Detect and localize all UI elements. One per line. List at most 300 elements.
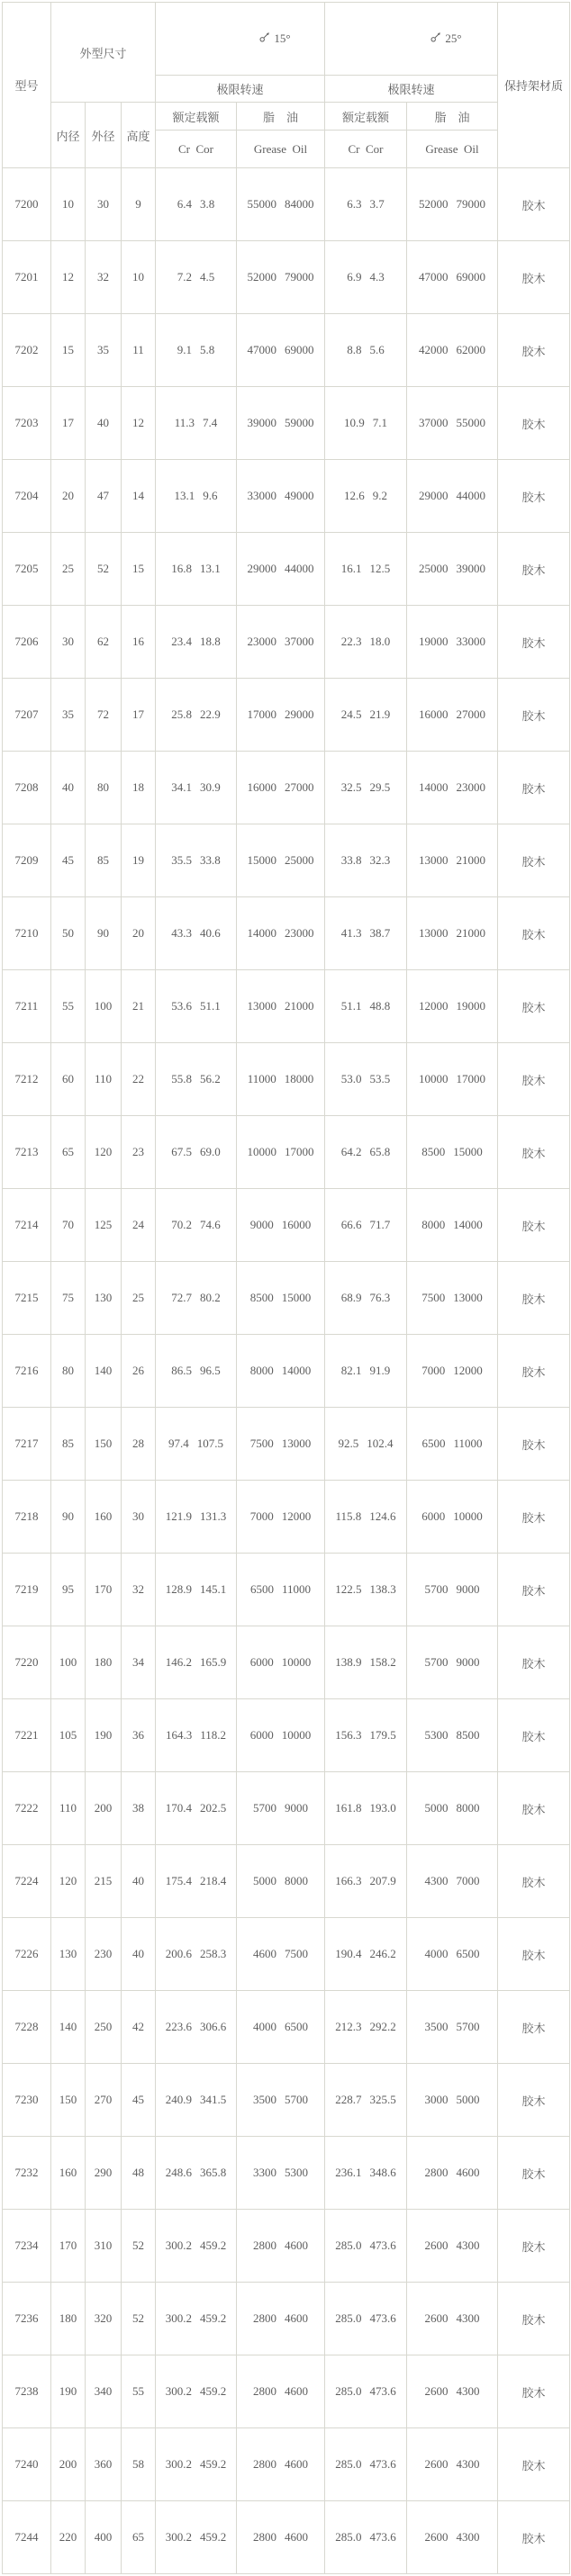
value-cr-25: 53.0: [340, 1072, 362, 1085]
cell-height: 26: [122, 1335, 156, 1408]
cell-limit-speed-25: [407, 970, 498, 1043]
cell-outer-diameter: 120: [86, 1116, 122, 1189]
value-cr-25: 190.4: [335, 1947, 362, 1960]
value-cr-15: 248.6: [165, 2166, 192, 2179]
value-cr-15: 86.5: [171, 1364, 192, 1377]
cell-bore: 80: [51, 1335, 86, 1408]
cell-model: 7244: [3, 2501, 51, 2574]
value-oil-15: 16000: [281, 1218, 312, 1231]
value-grease-15: 3300: [253, 2166, 276, 2179]
cell-limit-speed-15: [237, 2355, 325, 2428]
value-cr-15: 34.1: [171, 780, 192, 794]
value-oil-25: 8000: [456, 1801, 480, 1815]
value-oil-15: 4600: [285, 2384, 308, 2398]
cell-rated-load-25: [325, 2501, 407, 2574]
cell-cage-material: 胶木: [498, 1991, 570, 2064]
value-cr-15: 67.5: [171, 1145, 192, 1158]
cell-rated-load-25: [325, 824, 407, 897]
cell-rated-load-25: [325, 2283, 407, 2355]
cell-limit-speed-25: [407, 1772, 498, 1845]
bearing-spec-table: [2, 2, 570, 2574]
value-oil-25: 4300: [456, 2384, 480, 2398]
cell-outer-diameter: 360: [86, 2428, 122, 2501]
cell-limit-speed-25: [407, 2283, 498, 2355]
value-grease-25: 6500: [421, 1437, 446, 1450]
value-grease-15: 10000: [247, 1145, 276, 1158]
value-grease-15: 7500: [249, 1437, 274, 1450]
value-oil-15: 21000: [285, 999, 314, 1013]
cell-cage-material: 胶木: [498, 1918, 570, 1991]
cell-rated-load-15: [156, 752, 237, 824]
header-cage-material: 保持架材质: [498, 3, 570, 168]
cell-limit-speed-15: [237, 2064, 325, 2137]
value-cr-25: 10.9: [344, 416, 365, 429]
value-cr-15: 175.4: [165, 1874, 192, 1887]
cell-limit-speed-15: [237, 1116, 325, 1189]
value-cor-25: 348.6: [369, 2166, 396, 2179]
value-oil-25: 27000: [456, 707, 486, 721]
cell-model: 7230: [3, 2064, 51, 2137]
table-row: [3, 1554, 570, 1626]
cell-bore: 120: [51, 1845, 86, 1918]
cell-height: 9: [122, 168, 156, 241]
cell-bore: 140: [51, 1991, 86, 2064]
value-grease-15: 55000: [247, 197, 276, 211]
value-cr-25: 12.6: [344, 489, 365, 502]
cell-bore: 12: [51, 241, 86, 314]
cell-cage-material: 胶木: [498, 1189, 570, 1262]
cell-model: 7224: [3, 1845, 51, 1918]
value-oil-25: 6500: [456, 1947, 480, 1960]
cell-outer-diameter: 340: [86, 2355, 122, 2428]
cell-rated-load-15: [156, 1116, 237, 1189]
value-oil-25: 12000: [453, 1364, 483, 1377]
cell-limit-speed-25: [407, 679, 498, 752]
header-model: 型号: [3, 3, 51, 168]
value-oil-25: 8500: [456, 1728, 480, 1742]
value-grease-25: 52000: [419, 197, 449, 211]
value-cr-15: 164.3: [165, 1728, 193, 1742]
value-cor-15: 165.9: [200, 1655, 227, 1669]
value-oil-15: 15000: [281, 1291, 312, 1304]
value-grease-15: 2800: [253, 2457, 276, 2471]
cell-cage-material: 胶木: [498, 1845, 570, 1918]
value-cor-25: 124.6: [369, 1509, 396, 1523]
value-cor-25: 473.6: [369, 2238, 396, 2252]
cell-height: 22: [122, 1043, 156, 1116]
value-cor-15: 51.1: [200, 999, 221, 1013]
cell-limit-speed-25: [407, 1408, 498, 1481]
value-cr-15: 35.5: [171, 853, 192, 867]
contact-angle-icon: [390, 17, 442, 60]
value-oil-25: 19000: [456, 999, 486, 1013]
header-rated-load-15: 额定载额: [156, 103, 237, 131]
cell-rated-load-25: [325, 1772, 407, 1845]
value-cor-25: 48.8: [369, 999, 391, 1013]
cell-outer-diameter: 215: [86, 1845, 122, 1918]
value-cor-15: 107.5: [196, 1437, 223, 1450]
value-cor-25: 207.9: [369, 1874, 396, 1887]
cell-cage-material: 胶木: [498, 752, 570, 824]
cell-rated-load-25: [325, 2137, 407, 2210]
cell-limit-speed-15: [237, 752, 325, 824]
value-cr-15: 128.9: [165, 1582, 192, 1596]
table-row: [3, 1335, 570, 1408]
value-cr-25: 51.1: [340, 999, 362, 1013]
value-grease-25: 5700: [424, 1582, 449, 1596]
value-oil-15: 9000: [285, 1801, 308, 1815]
value-cr-15: 11.3: [174, 416, 195, 429]
cell-model: 7222: [3, 1772, 51, 1845]
cell-limit-speed-25: [407, 1845, 498, 1918]
cell-rated-load-25: [325, 1699, 407, 1772]
cell-cage-material: 胶木: [498, 1335, 570, 1408]
cell-rated-load-15: [156, 1991, 237, 2064]
cell-rated-load-15: [156, 1845, 237, 1918]
cell-limit-speed-25: [407, 606, 498, 679]
value-grease-15: 2800: [253, 2238, 276, 2252]
contact-angle-icon: [219, 17, 271, 60]
cell-outer-diameter: 130: [86, 1262, 122, 1335]
value-cor-15: 30.9: [200, 780, 221, 794]
value-grease-25: 2600: [424, 2238, 449, 2252]
cell-model: 7209: [3, 824, 51, 897]
cell-model: 7217: [3, 1408, 51, 1481]
value-cr-25: 32.5: [340, 780, 362, 794]
header-outer-diameter: 外径: [86, 103, 122, 168]
cell-rated-load-25: [325, 1845, 407, 1918]
value-oil-15: 4600: [285, 2457, 308, 2471]
cell-outer-diameter: 400: [86, 2501, 122, 2574]
cell-height: 23: [122, 1116, 156, 1189]
cell-limit-speed-15: [237, 824, 325, 897]
value-cor-25: 158.2: [369, 1655, 396, 1669]
cell-bore: 190: [51, 2355, 86, 2428]
cell-height: 38: [122, 1772, 156, 1845]
cell-cage-material: 胶木: [498, 387, 570, 460]
value-oil-15: 14000: [281, 1364, 312, 1377]
value-cor-15: 13.1: [200, 562, 221, 575]
cell-bore: 105: [51, 1699, 86, 1772]
header-cr-cor-25: Cr Cor: [325, 131, 407, 168]
cell-rated-load-15: [156, 679, 237, 752]
header-limit-speed-25: 极限转速: [325, 76, 498, 103]
value-grease-25: 2600: [424, 2311, 449, 2325]
value-cor-25: 76.3: [369, 1291, 391, 1304]
cell-limit-speed-25: [407, 1481, 498, 1554]
value-grease-25: 13000: [419, 926, 449, 940]
value-grease-15: 11000: [247, 1072, 276, 1085]
value-cr-25: 66.6: [340, 1218, 362, 1231]
cell-height: 48: [122, 2137, 156, 2210]
value-oil-25: 39000: [456, 562, 486, 575]
cell-model: 7221: [3, 1699, 51, 1772]
header-limit-speed-15: 极限转速: [156, 76, 325, 103]
table-row: [3, 1699, 570, 1772]
cell-height: 40: [122, 1845, 156, 1918]
value-cor-25: 473.6: [369, 2530, 396, 2544]
cell-limit-speed-15: [237, 2501, 325, 2574]
value-cor-15: 80.2: [200, 1291, 221, 1304]
cell-bore: 40: [51, 752, 86, 824]
value-oil-15: 5300: [285, 2166, 308, 2179]
cell-outer-diameter: 250: [86, 1991, 122, 2064]
value-oil-15: 6500: [285, 2020, 308, 2033]
table-row: [3, 2283, 570, 2355]
value-cor-15: 459.2: [200, 2384, 227, 2398]
cell-model: 7200: [3, 168, 51, 241]
table-row: [3, 533, 570, 606]
cell-model: 7207: [3, 679, 51, 752]
value-grease-15: 4000: [253, 2020, 276, 2033]
value-grease-25: 7500: [421, 1291, 446, 1304]
table-row: [3, 1626, 570, 1699]
value-oil-25: 10000: [453, 1509, 483, 1523]
cell-cage-material: 胶木: [498, 897, 570, 970]
value-oil-15: 17000: [285, 1145, 314, 1158]
value-cr-15: 23.4: [171, 635, 192, 648]
table-row: [3, 2428, 570, 2501]
cell-height: 55: [122, 2355, 156, 2428]
value-oil-15: 11000: [281, 1582, 312, 1596]
cell-height: 21: [122, 970, 156, 1043]
cell-bore: 70: [51, 1189, 86, 1262]
table-header: [3, 3, 570, 168]
cell-limit-speed-15: [237, 2210, 325, 2283]
value-oil-15: 84000: [285, 197, 314, 211]
cell-outer-diameter: 150: [86, 1408, 122, 1481]
cell-bore: 55: [51, 970, 86, 1043]
value-oil-25: 11000: [453, 1437, 483, 1450]
table-row: [3, 1991, 570, 2064]
value-grease-25: 3000: [424, 2093, 449, 2106]
cell-model: 7228: [3, 1991, 51, 2064]
value-cor-15: 5.8: [200, 343, 215, 356]
cell-rated-load-15: [156, 1554, 237, 1626]
cell-height: 52: [122, 2210, 156, 2283]
table-row: [3, 606, 570, 679]
cell-rated-load-25: [325, 2355, 407, 2428]
value-cr-25: 236.1: [335, 2166, 362, 2179]
value-cr-25: 22.3: [340, 635, 362, 648]
cell-cage-material: 胶木: [498, 1116, 570, 1189]
value-cr-25: 41.3: [340, 926, 362, 940]
table-row: [3, 824, 570, 897]
value-grease-15: 2800: [253, 2311, 276, 2325]
cell-rated-load-25: [325, 2210, 407, 2283]
cell-limit-speed-15: [237, 897, 325, 970]
value-grease-15: 7000: [249, 1509, 274, 1523]
value-cr-25: 6.3: [347, 197, 362, 211]
value-oil-15: 4600: [285, 2311, 308, 2325]
cell-limit-speed-15: [237, 1699, 325, 1772]
cell-limit-speed-15: [237, 970, 325, 1043]
value-cor-25: 325.5: [369, 2093, 396, 2106]
cell-rated-load-25: [325, 1991, 407, 2064]
cell-height: 19: [122, 824, 156, 897]
cell-outer-diameter: 32: [86, 241, 122, 314]
cell-rated-load-15: [156, 2428, 237, 2501]
value-grease-15: 14000: [247, 926, 276, 940]
cell-limit-speed-15: [237, 1043, 325, 1116]
value-cr-25: 115.8: [335, 1509, 362, 1523]
cell-bore: 15: [51, 314, 86, 387]
cell-limit-speed-25: [407, 824, 498, 897]
table-row: [3, 168, 570, 241]
value-cr-25: 64.2: [340, 1145, 362, 1158]
value-cor-25: 246.2: [369, 1947, 396, 1960]
cell-rated-load-15: [156, 970, 237, 1043]
value-grease-15: 8500: [249, 1291, 274, 1304]
value-cor-25: 12.5: [369, 562, 391, 575]
cell-rated-load-15: [156, 2283, 237, 2355]
value-grease-25: 37000: [419, 416, 449, 429]
cell-cage-material: 胶木: [498, 2283, 570, 2355]
value-grease-15: 13000: [247, 999, 276, 1013]
value-cor-15: 40.6: [200, 926, 221, 940]
value-cor-25: 29.5: [369, 780, 391, 794]
table-row: [3, 2064, 570, 2137]
cell-cage-material: 胶木: [498, 2355, 570, 2428]
cell-height: 10: [122, 241, 156, 314]
header-grease-oil-en-15: Grease Oil: [237, 131, 325, 168]
cell-height: 18: [122, 752, 156, 824]
value-cr-25: 285.0: [335, 2530, 362, 2544]
value-oil-15: 10000: [281, 1728, 312, 1742]
value-oil-25: 4300: [456, 2238, 480, 2252]
value-grease-25: 2600: [424, 2530, 449, 2544]
value-cr-25: 92.5: [338, 1437, 359, 1450]
cell-cage-material: 胶木: [498, 1626, 570, 1699]
cell-limit-speed-25: [407, 897, 498, 970]
cell-height: 28: [122, 1408, 156, 1481]
value-grease-15: 23000: [247, 635, 276, 648]
cell-outer-diameter: 170: [86, 1554, 122, 1626]
cell-model: 7240: [3, 2428, 51, 2501]
cell-limit-speed-15: [237, 606, 325, 679]
cell-bore: 100: [51, 1626, 86, 1699]
cell-rated-load-25: [325, 168, 407, 241]
value-oil-15: 7500: [285, 1947, 308, 1960]
cell-cage-material: 胶木: [498, 1772, 570, 1845]
cell-bore: 30: [51, 606, 86, 679]
cell-bore: 75: [51, 1262, 86, 1335]
cell-rated-load-25: [325, 460, 407, 533]
cell-limit-speed-15: [237, 1772, 325, 1845]
value-cr-25: 33.8: [340, 853, 362, 867]
cell-limit-speed-15: [237, 387, 325, 460]
table-row: [3, 460, 570, 533]
cell-rated-load-15: [156, 1918, 237, 1991]
cell-model: 7202: [3, 314, 51, 387]
value-grease-15: 39000: [247, 416, 276, 429]
cell-outer-diameter: 270: [86, 2064, 122, 2137]
cell-limit-speed-25: [407, 2501, 498, 2574]
cell-bore: 50: [51, 897, 86, 970]
header-dimensions: 外型尺寸: [51, 3, 156, 103]
cell-limit-speed-15: [237, 679, 325, 752]
value-cor-15: 3.8: [200, 197, 215, 211]
cell-cage-material: 胶木: [498, 314, 570, 387]
value-grease-25: 10000: [419, 1072, 449, 1085]
cell-rated-load-25: [325, 533, 407, 606]
value-oil-25: 21000: [456, 853, 486, 867]
cell-limit-speed-25: [407, 2064, 498, 2137]
value-oil-25: 5700: [456, 2020, 480, 2033]
cell-cage-material: 胶木: [498, 2064, 570, 2137]
cell-model: 7206: [3, 606, 51, 679]
cell-model: 7210: [3, 897, 51, 970]
value-cr-25: 228.7: [335, 2093, 362, 2106]
value-cor-25: 91.9: [369, 1364, 391, 1377]
value-cor-15: 74.6: [200, 1218, 221, 1231]
cell-limit-speed-15: [237, 1626, 325, 1699]
cell-rated-load-25: [325, 1116, 407, 1189]
cell-limit-speed-15: [237, 1335, 325, 1408]
cell-model: 7238: [3, 2355, 51, 2428]
cell-limit-speed-15: [237, 241, 325, 314]
value-cr-25: 6.9: [347, 270, 362, 284]
value-grease-25: 2600: [424, 2384, 449, 2398]
cell-rated-load-15: [156, 1699, 237, 1772]
table-row: [3, 1918, 570, 1991]
cell-outer-diameter: 72: [86, 679, 122, 752]
value-grease-25: 6000: [421, 1509, 446, 1523]
cell-model: 7215: [3, 1262, 51, 1335]
cell-model: 7211: [3, 970, 51, 1043]
table-row: [3, 241, 570, 314]
cell-model: 7204: [3, 460, 51, 533]
value-grease-15: 52000: [247, 270, 276, 284]
value-cor-25: 38.7: [369, 926, 391, 940]
value-grease-25: 14000: [419, 780, 449, 794]
cell-limit-speed-25: [407, 752, 498, 824]
value-oil-25: 21000: [456, 926, 486, 940]
cell-outer-diameter: 80: [86, 752, 122, 824]
cell-outer-diameter: 30: [86, 168, 122, 241]
header-angle-25-label: 25°: [445, 32, 462, 45]
cell-bore: 25: [51, 533, 86, 606]
value-cor-15: 459.2: [200, 2457, 227, 2471]
value-oil-25: 17000: [456, 1072, 486, 1085]
cell-bore: 160: [51, 2137, 86, 2210]
table-row: [3, 1116, 570, 1189]
cell-height: 32: [122, 1554, 156, 1626]
value-cr-25: 138.9: [335, 1655, 362, 1669]
value-cr-25: 82.1: [340, 1364, 362, 1377]
header-bore: 内径: [51, 103, 86, 168]
cell-cage-material: 胶木: [498, 1043, 570, 1116]
value-cor-25: 53.5: [369, 1072, 391, 1085]
header-grease-oil-cn-15: 脂 油: [237, 103, 325, 131]
cell-limit-speed-15: [237, 314, 325, 387]
cell-limit-speed-25: [407, 2355, 498, 2428]
value-grease-15: 2800: [253, 2384, 276, 2398]
cell-limit-speed-15: [237, 1481, 325, 1554]
cell-height: 15: [122, 533, 156, 606]
header-rated-load-25: 额定载额: [325, 103, 407, 131]
value-cr-15: 72.7: [171, 1291, 192, 1304]
cell-outer-diameter: 35: [86, 314, 122, 387]
cell-limit-speed-15: [237, 2428, 325, 2501]
value-cor-25: 473.6: [369, 2384, 396, 2398]
table-row: [3, 2355, 570, 2428]
value-cr-15: 7.2: [177, 270, 192, 284]
value-grease-15: 15000: [247, 853, 276, 867]
value-cor-15: 9.6: [203, 489, 218, 502]
cell-rated-load-15: [156, 824, 237, 897]
cell-outer-diameter: 40: [86, 387, 122, 460]
